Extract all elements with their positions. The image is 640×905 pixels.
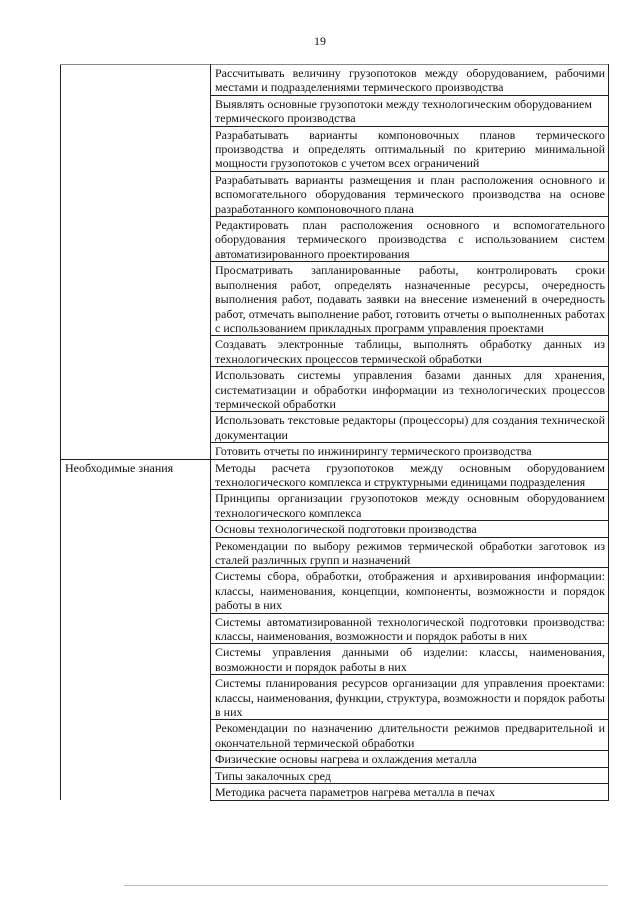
skill-item: Просматривать запланированные работы, контролировать сроки выполнения работ, определять назначенные ресурсы, очередность выполнения работ, подавать заявки на внесение изменений в очередность работ, отмечать выполнение работ, готовить отчеты о выполненных работах с использованием прикладных программ управления проектами bbox=[211, 262, 609, 336]
skill-item: Создавать электронные таблицы, выполнять обработку данных из технологических процессов термической обработки bbox=[211, 336, 609, 367]
skill-item: Выявлять основные грузопотоки между технологическим оборудованием термического производства bbox=[211, 95, 609, 126]
requirements-table bbox=[60, 64, 609, 801]
skill-item: Рассчитывать величину грузопотоков между оборудованием, рабочими местами и подразделениями термического производства bbox=[211, 65, 609, 96]
knowledge-item: Методика расчета параметров нагрева металла в печах bbox=[211, 784, 609, 800]
skills-label-cell bbox=[61, 65, 211, 460]
knowledge-item: Основы технологической подготовки производства bbox=[211, 521, 609, 537]
bottom-rule bbox=[124, 885, 608, 886]
skill-item: Использовать системы управления базами данных для хранения, систематизации и обработки информации из технологических процессов термической обработки bbox=[211, 367, 609, 412]
knowledge-item: Системы планирования ресурсов организации для управления проектами: классы, наименования, функции, структура, возможности и порядок работы в них bbox=[211, 675, 609, 720]
knowledge-item: Типы закалочных сред bbox=[211, 767, 609, 783]
skill-item: Готовить отчеты по инжинирингу термического производства bbox=[211, 443, 609, 459]
knowledge-item: Принципы организации грузопотоков между основным оборудованием технологического комплекса bbox=[211, 490, 609, 521]
table-row bbox=[61, 459, 609, 490]
skill-item: Разрабатывать варианты компоновочных планов термического производства и определять оптимальный по критерию минимальной мощности грузопотоков с учетом всех ограничений bbox=[211, 126, 609, 171]
skill-item: Разрабатывать варианты размещения и план расположения основного и вспомогательного оборудования термического производства на основе разработанного компоновочного плана bbox=[211, 171, 609, 216]
table-row bbox=[61, 65, 609, 96]
knowledge-item: Методы расчета грузопотоков между основным оборудованием технологического комплекса и структурными единицами подразделения bbox=[211, 459, 609, 490]
knowledge-item: Системы автоматизированной технологической подготовки производства: классы, наименования, возможности и порядок работы в них bbox=[211, 613, 609, 644]
knowledge-label: Необходимые знания bbox=[61, 459, 211, 800]
skill-item: Использовать текстовые редакторы (процессоры) для создания технической документации bbox=[211, 412, 609, 443]
knowledge-item: Системы управления данными об изделии: классы, наименования, возможности и порядок работы в них bbox=[211, 644, 609, 675]
skill-item: Редактировать план расположения основного и вспомогательного оборудования термического производства с использованием систем автоматизированного проектирования bbox=[211, 217, 609, 262]
knowledge-item: Системы сбора, обработки, отображения и архивирования информации: классы, наименования, концепции, компоненты, возможности и порядок работы в них bbox=[211, 568, 609, 613]
knowledge-item: Физические основы нагрева и охлаждения металла bbox=[211, 751, 609, 767]
knowledge-item: Рекомендации по выбору режимов термической обработки заготовок из сталей различных групп и назначений bbox=[211, 537, 609, 568]
page-number: 19 bbox=[314, 34, 326, 48]
knowledge-item: Рекомендации по назначению длительности режимов предварительной и окончательной термической обработки bbox=[211, 720, 609, 751]
